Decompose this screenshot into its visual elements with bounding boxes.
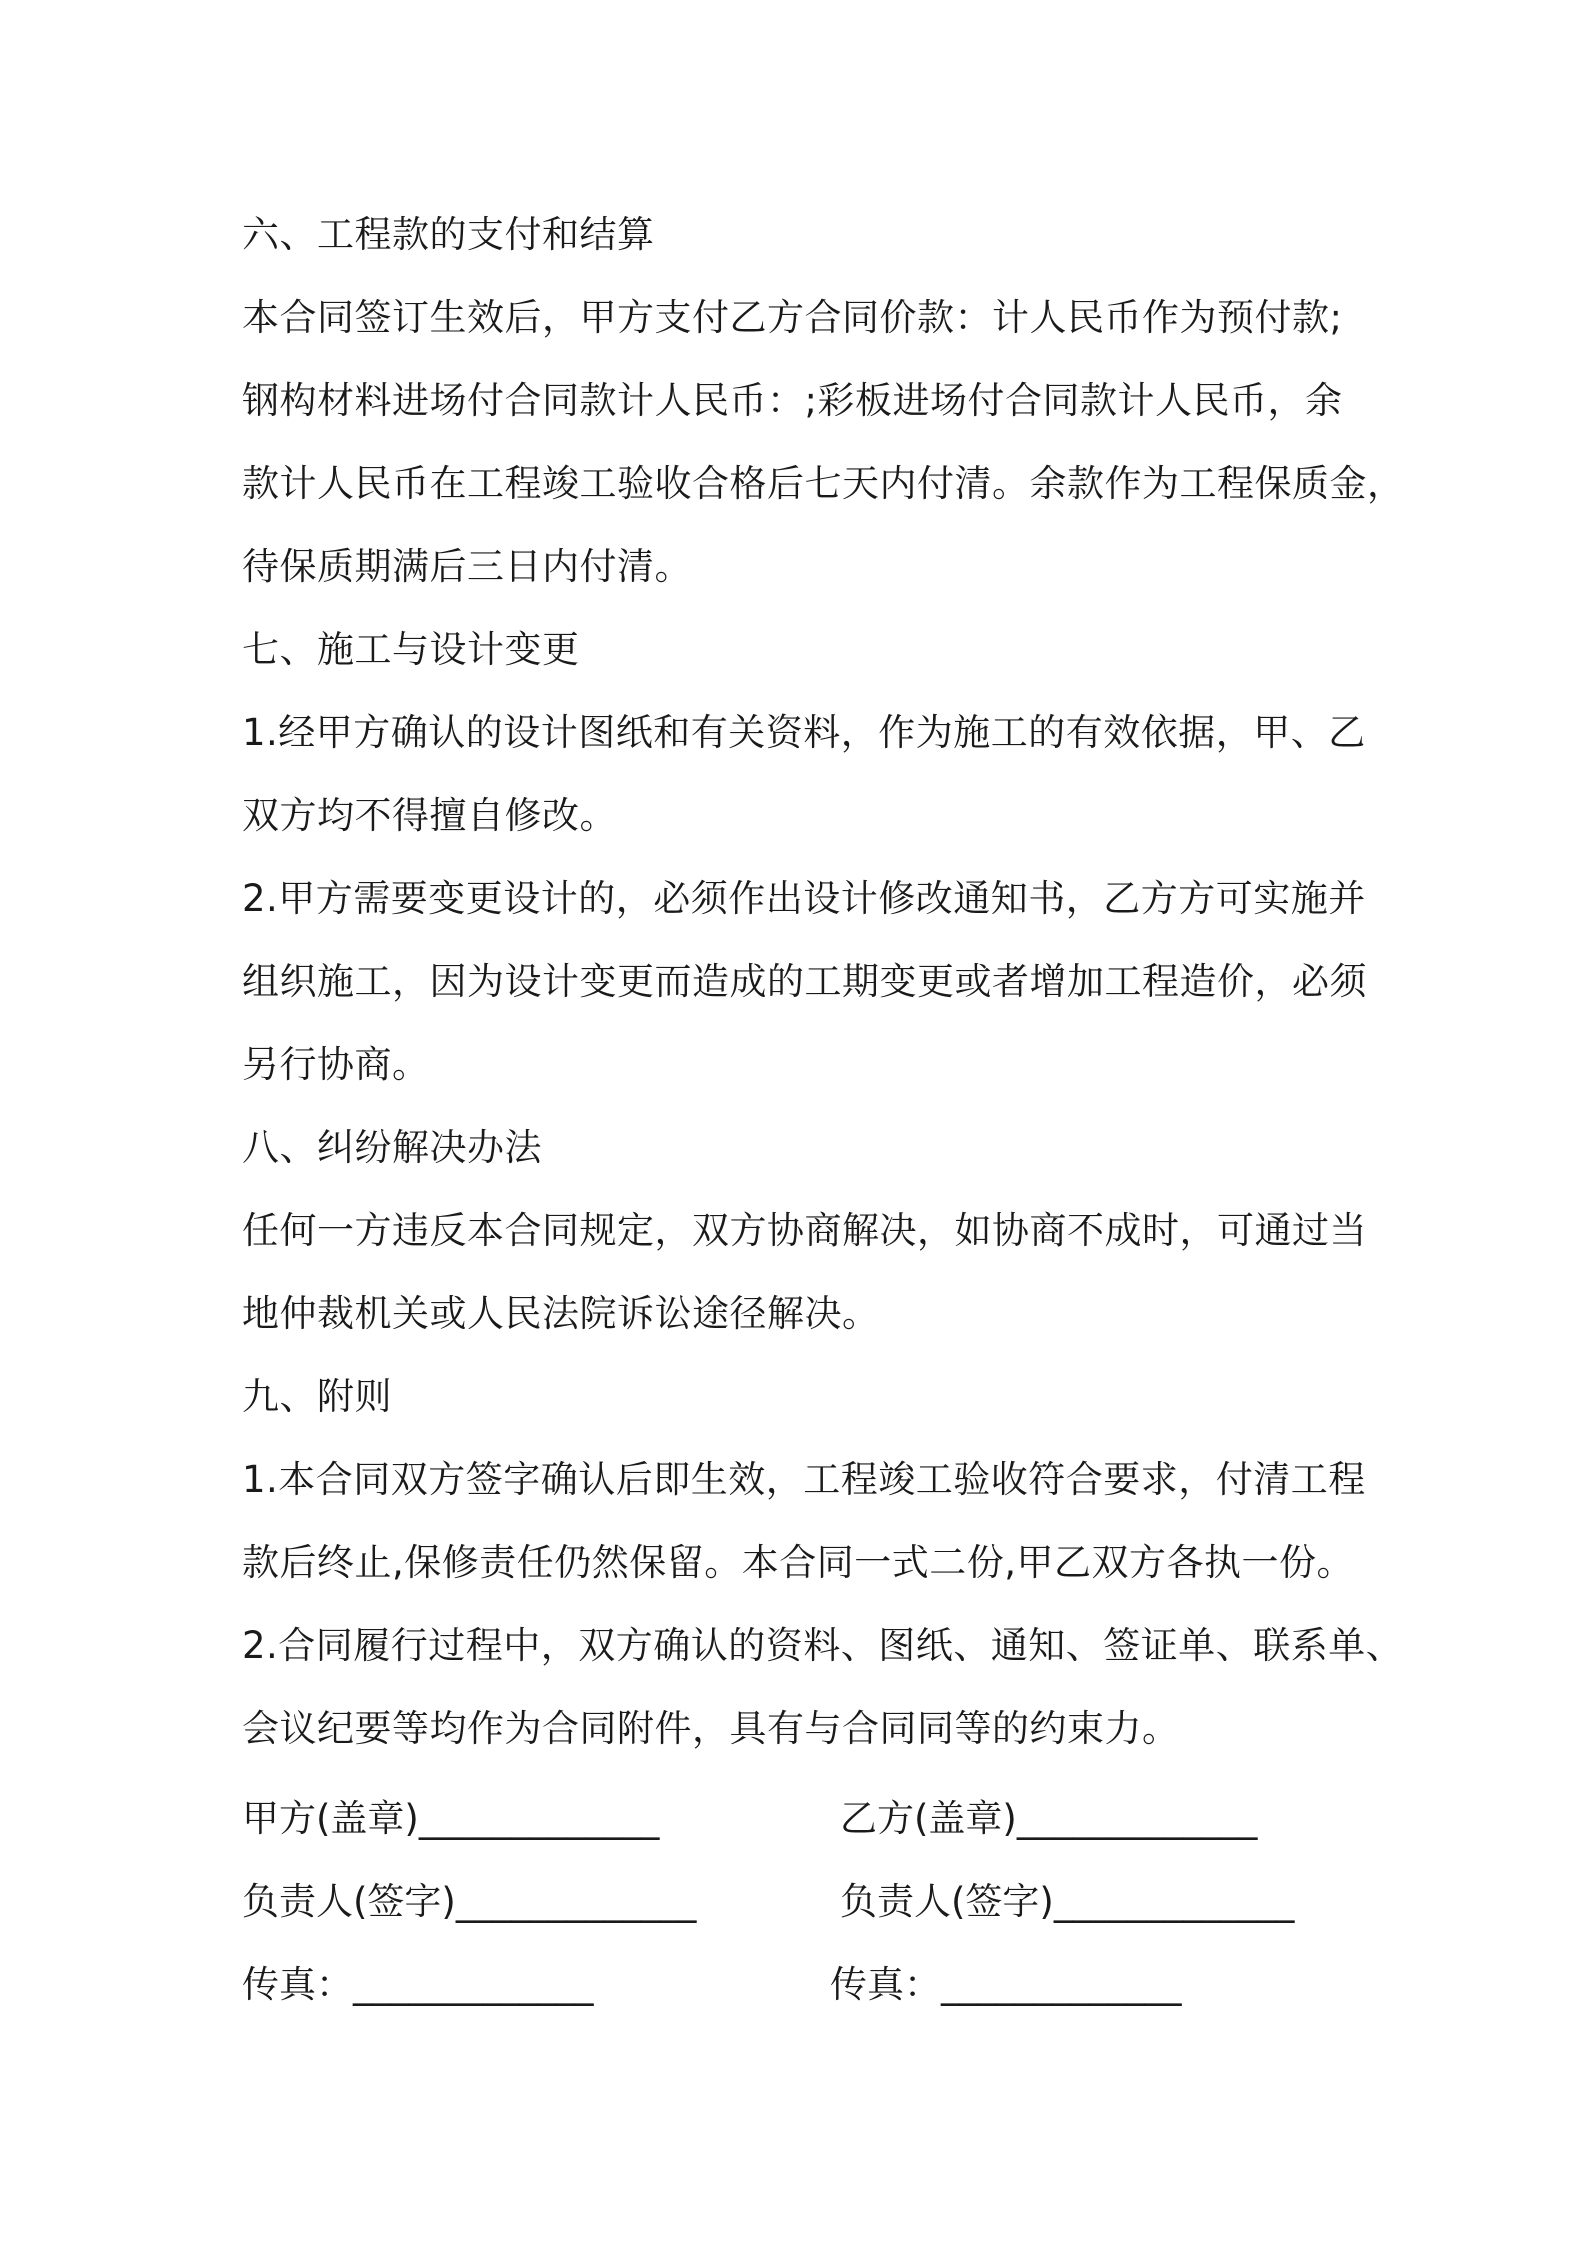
party-a-seal-field: 甲方(盖章)_____________ [242,1797,660,1840]
section-heading-payment: 六、工程款的支付和结算 [242,213,655,256]
paragraph-line: 组织施工，因为设计变更而造成的工期变更或者增加工程造价，必须 [242,960,1367,1003]
contract-body [242,193,1405,1770]
section-heading-design-change: 七、施工与设计变更 [242,628,580,671]
paragraph-line: 款计人民币在工程竣工验收合格后七天内付清。余款作为工程保质金， [242,462,1405,505]
paragraph-line: 款后终止,保修责任仍然保留。本合同一式二份,甲乙双方各执一份。 [242,1541,1355,1584]
party-b-signer-field: 负责人(签字)_____________ [840,1880,1295,1923]
paragraph-line: 另行协商。 [242,1043,430,1086]
paragraph-line: 会议纪要等均作为合同附件，具有与合同同等的约束力。 [242,1707,1180,1750]
paragraph-line: 待保质期满后三日内付清。 [242,545,692,588]
paragraph-line: 1.经甲方确认的设计图纸和有关资料，作为施工的有效依据，甲、乙 [242,711,1366,754]
paragraph-line: 钢构材料进场付合同款计人民币：;彩板进场付合同款计人民币，余 [242,379,1343,422]
paragraph-line: 1.本合同双方签字确认后即生效，工程竣工验收符合要求，付清工程 [242,1458,1366,1501]
paragraph-line: 2.甲方需要变更设计的，必须作出设计修改通知书，乙方方可实施并 [242,877,1366,920]
signature-block [242,1777,1372,2026]
paragraph-line: 双方均不得擅自修改。 [242,794,617,837]
paragraph-line: 2.合同履行过程中，双方确认的资料、图纸、通知、签证单、联系单、 [242,1624,1404,1667]
party-b-seal-field: 乙方(盖章)_____________ [840,1797,1258,1840]
paragraph-line: 任何一方违反本合同规定，双方协商解决，如协商不成时，可通过当 [242,1209,1367,1252]
paragraph-line: 本合同签订生效后，甲方支付乙方合同价款：计人民币作为预付款; [242,296,1343,339]
paragraph-line: 地仲裁机关或人民法院诉讼途径解决。 [242,1292,880,1335]
party-a-signer-field: 负责人(签字)_____________ [242,1880,697,1923]
signature-row-fax [242,1943,1372,2026]
signature-row-seal [242,1777,1372,1860]
signature-row-signer [242,1860,1372,1943]
section-heading-supplementary: 九、附则 [242,1375,392,1418]
party-a-fax-field: 传真：_____________ [242,1963,594,2006]
section-heading-dispute: 八、纠纷解决办法 [242,1126,542,1169]
party-b-fax-field: 传真：_____________ [830,1963,1182,2006]
